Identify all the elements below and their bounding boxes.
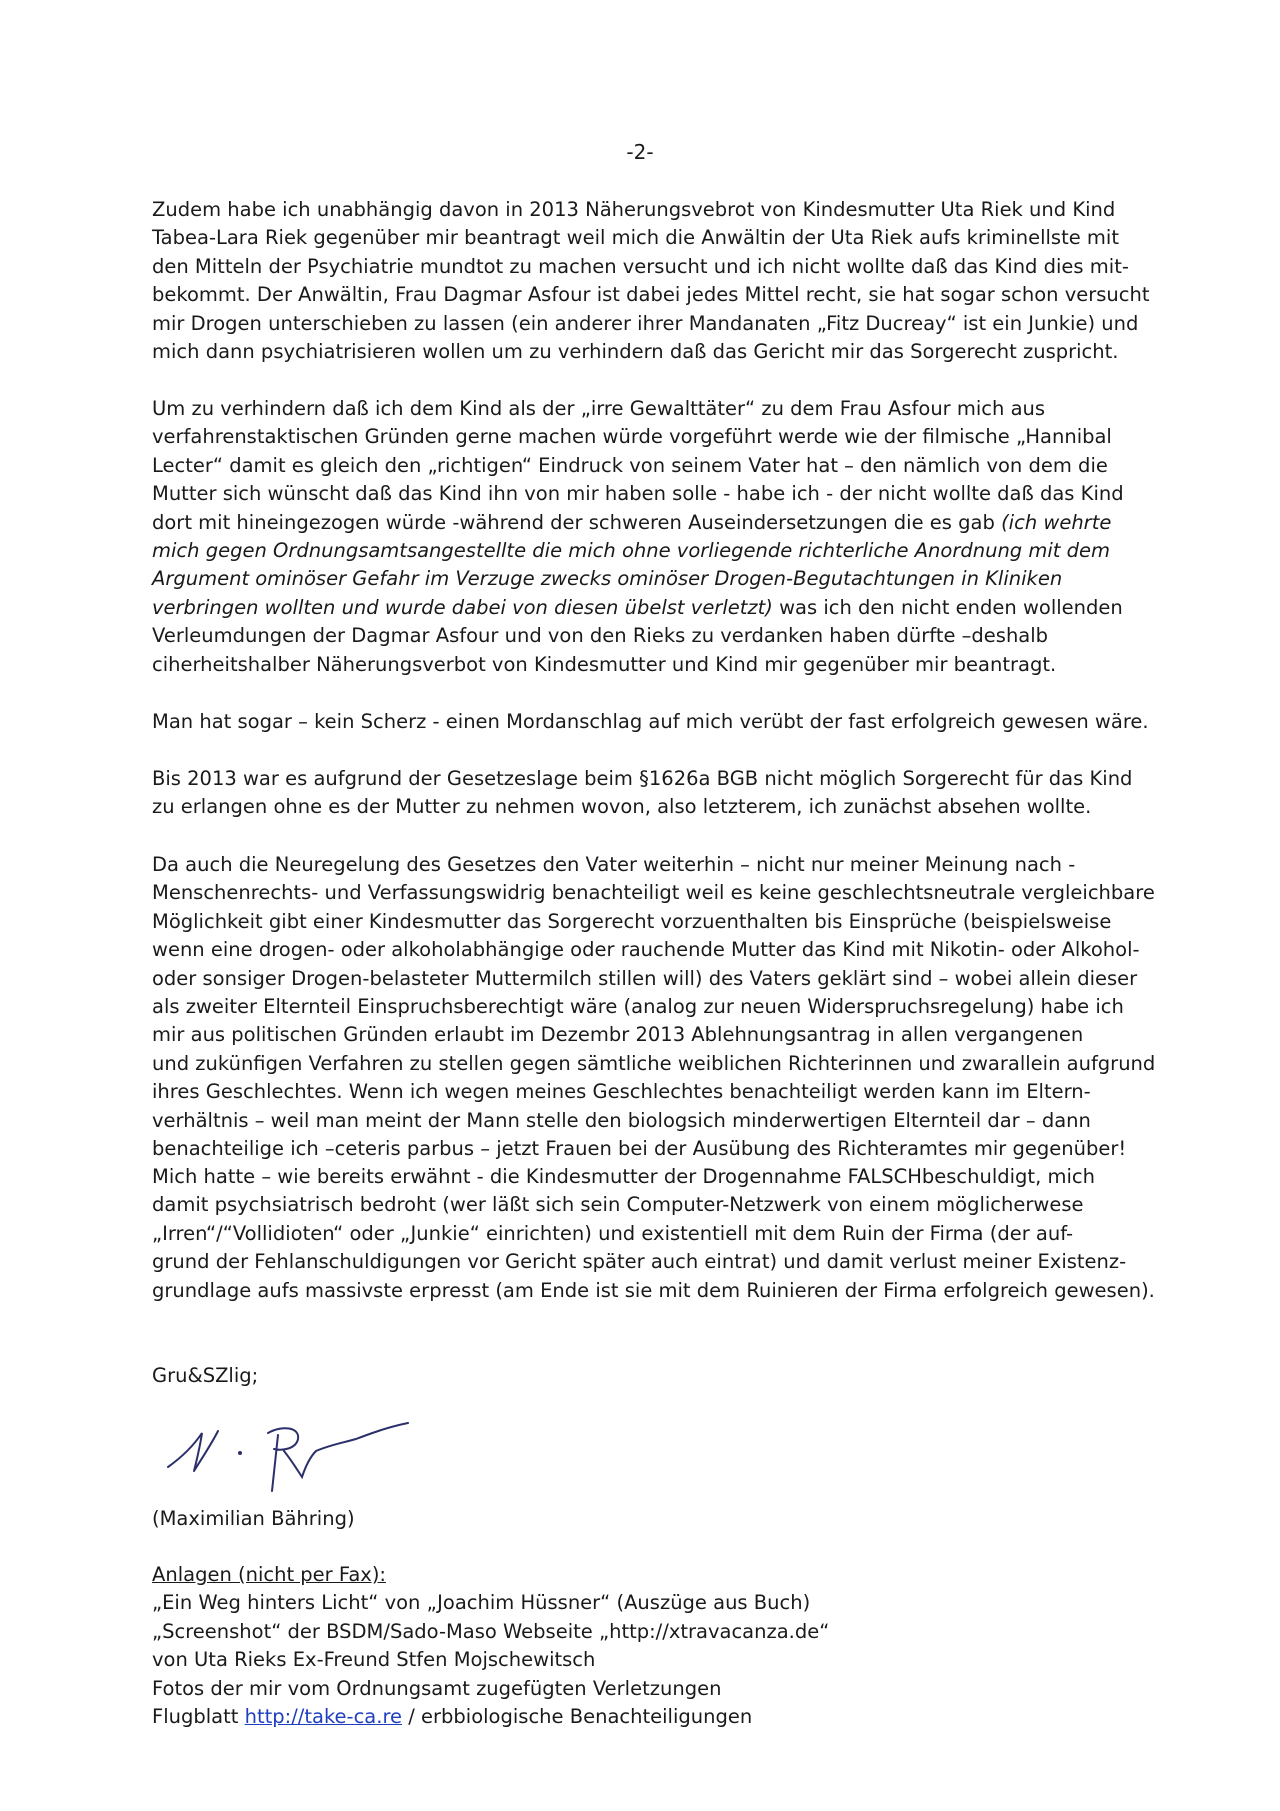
text-line: Mich hatte – wie bereits erwähnt - die Kindesmutter der Drogennahme FALSCHbeschuldigt, mich bbox=[152, 1165, 1095, 1188]
text-line: bekommt. Der Anwältin, Frau Dagmar Asfour ist dabei jedes Mittel recht, sie hat sogar schon versucht bbox=[152, 283, 1150, 307]
text-line: verhältnis – weil man meint der Mann stelle den biologsich minderwertigen Elternteil dar – dann bbox=[152, 1108, 1091, 1132]
attachments bbox=[152, 1561, 1212, 1731]
text-line: wenn eine drogen- oder alkoholabhängige oder rauchende Mutter das Kind mit Nikotin- oder Alkohol- bbox=[152, 938, 1140, 962]
italic-line: mich gegen Ordnungsamtsangestellte die mich ohne vorliegende richterliche Anordnung mit dem bbox=[152, 538, 1111, 562]
attachment-prefix: Flugblatt bbox=[152, 1704, 239, 1728]
text-line: Mutter sich wünscht daß das Kind ihn von mir haben solle - habe ich - der nicht wollte daß das Kind bbox=[152, 482, 1124, 506]
italic-line: Argument ominöser Gefahr im Verzuge zwecks ominöser Drogen-Begutachtungen in Kliniken bbox=[152, 567, 1063, 591]
text-line: Bis 2013 war es aufgrund der Gesetzeslage beim §1626a BGB nicht möglich Sorgerecht für das Kind bbox=[152, 767, 1133, 790]
text-line: Um zu verhindern daß ich dem Kind als der „irre Gewalttäter“ zu dem Frau Asfour mich aus bbox=[152, 397, 1046, 420]
text-line: mich dann psychiatrisieren wollen um zu verhindern daß das Gericht mir das Sorgerecht zuspricht. bbox=[152, 339, 1119, 363]
italic-segment: verbringen wollten und wurde dabei von diesen übelst verletzt) bbox=[152, 595, 773, 619]
paragraph-1 bbox=[152, 196, 1212, 366]
text-line: als zweiter Elternteil Einspruchsberechtigt wäre (analog zur neuen Widerspruchsregelung) habe ich bbox=[152, 994, 1124, 1018]
text-line: zu erlangen ohne es der Mutter zu nehmen wovon, also letzterem, ich zunächst absehen wollte. bbox=[152, 795, 1092, 819]
signer-text: (Maximilian Bähring) bbox=[152, 1507, 355, 1530]
text-line: Tabea-Lara Riek gegenüber mir beantragt weil mich die Anwältin der Uta Riek aufs kriminellste mit bbox=[152, 226, 1119, 250]
text-line: mir aus politischen Gründen erlaubt im Dezembr 2013 Ablehnungsantrag in allen vergangenen bbox=[152, 1023, 1084, 1047]
text-line: Lecter“ damit es gleich den „richtigen“ Eindruck von seinem Vater hat – den nämlich von dem die bbox=[152, 453, 1108, 477]
text-line: Verleumdungen der Dagmar Asfour und von den Rieks zu verdanken haben dürfte –deshalb bbox=[152, 624, 1049, 648]
text-line: oder sonsiger Drogen-belasteter Muttermilch stillen will) des Vaters geklärt sind – wobei allein dieser bbox=[152, 966, 1138, 990]
text-line-mixed bbox=[152, 594, 1212, 622]
attachment-item: „Screenshot“ der BSDM/Sado-Maso Webseite „http://xtravacanza.de“ bbox=[152, 1619, 830, 1643]
text-segment: dort mit hineingezogen würde -während der schweren Auseindersetzungen die es gab bbox=[152, 510, 995, 534]
attachment-item bbox=[152, 1703, 1212, 1731]
page-number: -2- bbox=[626, 140, 654, 164]
paragraph-3 bbox=[152, 708, 1212, 736]
text-line: Möglichkeit gibt einer Kindesmutter das Sorgerecht vorzuenthalten bis Einsprüche (beispielsweise bbox=[152, 909, 1112, 933]
text-line: verfahrenstaktischen Gründen gerne machen würde vorgeführt werde wie der filmische „Hannibal bbox=[152, 425, 1112, 449]
text-line: Da auch die Neuregelung des Gesetzes den Vater weiterhin – nicht nur meiner Meinung nach - bbox=[152, 853, 1076, 876]
paragraph-2 bbox=[152, 395, 1212, 679]
italic-segment: (ich wehrte bbox=[1001, 510, 1112, 534]
text-line: grundlage aufs massivste erpresst (am Ende ist sie mit dem Ruinieren der Firma erfolgreich gewesen). bbox=[152, 1278, 1155, 1302]
closing-greeting bbox=[152, 1362, 1212, 1390]
attachment-item: von Uta Rieks Ex-Freund Stfen Mojschewitsch bbox=[152, 1648, 596, 1672]
flyer-link[interactable]: http://take-ca.re bbox=[244, 1704, 403, 1728]
attachment-item: „Ein Weg hinters Licht“ von „Joachim Hüssner“ (Auszüge aus Buch) bbox=[152, 1591, 811, 1615]
text-segment: was ich den nicht enden wollenden bbox=[779, 595, 1123, 619]
text-line-mixed bbox=[152, 509, 1212, 537]
text-line: Zudem habe ich unabhängig davon in 2013 Näherungsvebrot von Kindesmutter Uta Riek und Kind bbox=[152, 198, 1116, 221]
text-line: benachteilige ich –ceteris parbus – jetzt Frauen bei der Ausübung des Richteramtes mir gegenüber! bbox=[152, 1136, 1127, 1160]
greeting-text: Gru&SZlig; bbox=[152, 1364, 259, 1387]
text-line: und zukünfigen Verfahren zu stellen gegen sämtliche weiblichen Richterinnen und zwarallein aufgrund bbox=[152, 1051, 1156, 1075]
text-line: Man hat sogar – kein Scherz - einen Mordanschlag auf mich verübt der fast erfolgreich gewesen wäre. bbox=[152, 710, 1149, 733]
attachment-item: Fotos der mir vom Ordnungsamt zugefügten Verletzungen bbox=[152, 1676, 722, 1700]
attachments-heading: Anlagen (nicht per Fax): bbox=[152, 1563, 386, 1586]
text-line: ihres Geschlechtes. Wenn ich wegen meines Geschlechtes benachteiligt werden kann im Eltern- bbox=[152, 1080, 1091, 1104]
text-line: den Mitteln der Psychiatrie mundtot zu machen versucht und ich nicht wollte daß das Kind dies mit- bbox=[152, 254, 1129, 278]
text-line: grund der Fehlanschuldigungen vor Gericht später auch eintrat) und damit verlust meiner Existenz- bbox=[152, 1250, 1127, 1274]
text-line: mir Drogen unterschieben zu lassen (ein anderer ihrer Mandanaten „Fitz Ducreay“ ist ein Junkie) und bbox=[152, 311, 1139, 335]
signer-name bbox=[152, 1505, 1212, 1533]
attachment-suffix: / erbbiologische Benachteiligungen bbox=[408, 1704, 753, 1728]
text-line: damit psychsiatrisch bedroht (wer läßt sich sein Computer-Netzwerk von einem möglicherwese bbox=[152, 1193, 1084, 1217]
handwritten-signature bbox=[160, 1405, 420, 1500]
paragraph-6 bbox=[152, 1163, 1212, 1305]
text-line: „Irren“/“Vollidioten“ oder „Junkie“ einrichten) und existentiell mit dem Ruin der Firma (der auf- bbox=[152, 1221, 1074, 1245]
paragraph-4 bbox=[152, 765, 1212, 822]
paragraph-5 bbox=[152, 851, 1212, 1163]
text-line: ciherheitshalber Näherungsverbot von Kindesmutter und Kind mir gegenüber mir beantragt. bbox=[152, 652, 1057, 676]
text-line: Menschenrechts- und Verfassungswidrig benachteiligt weil es keine geschlechtsneutrale vergleichbare bbox=[152, 881, 1155, 905]
